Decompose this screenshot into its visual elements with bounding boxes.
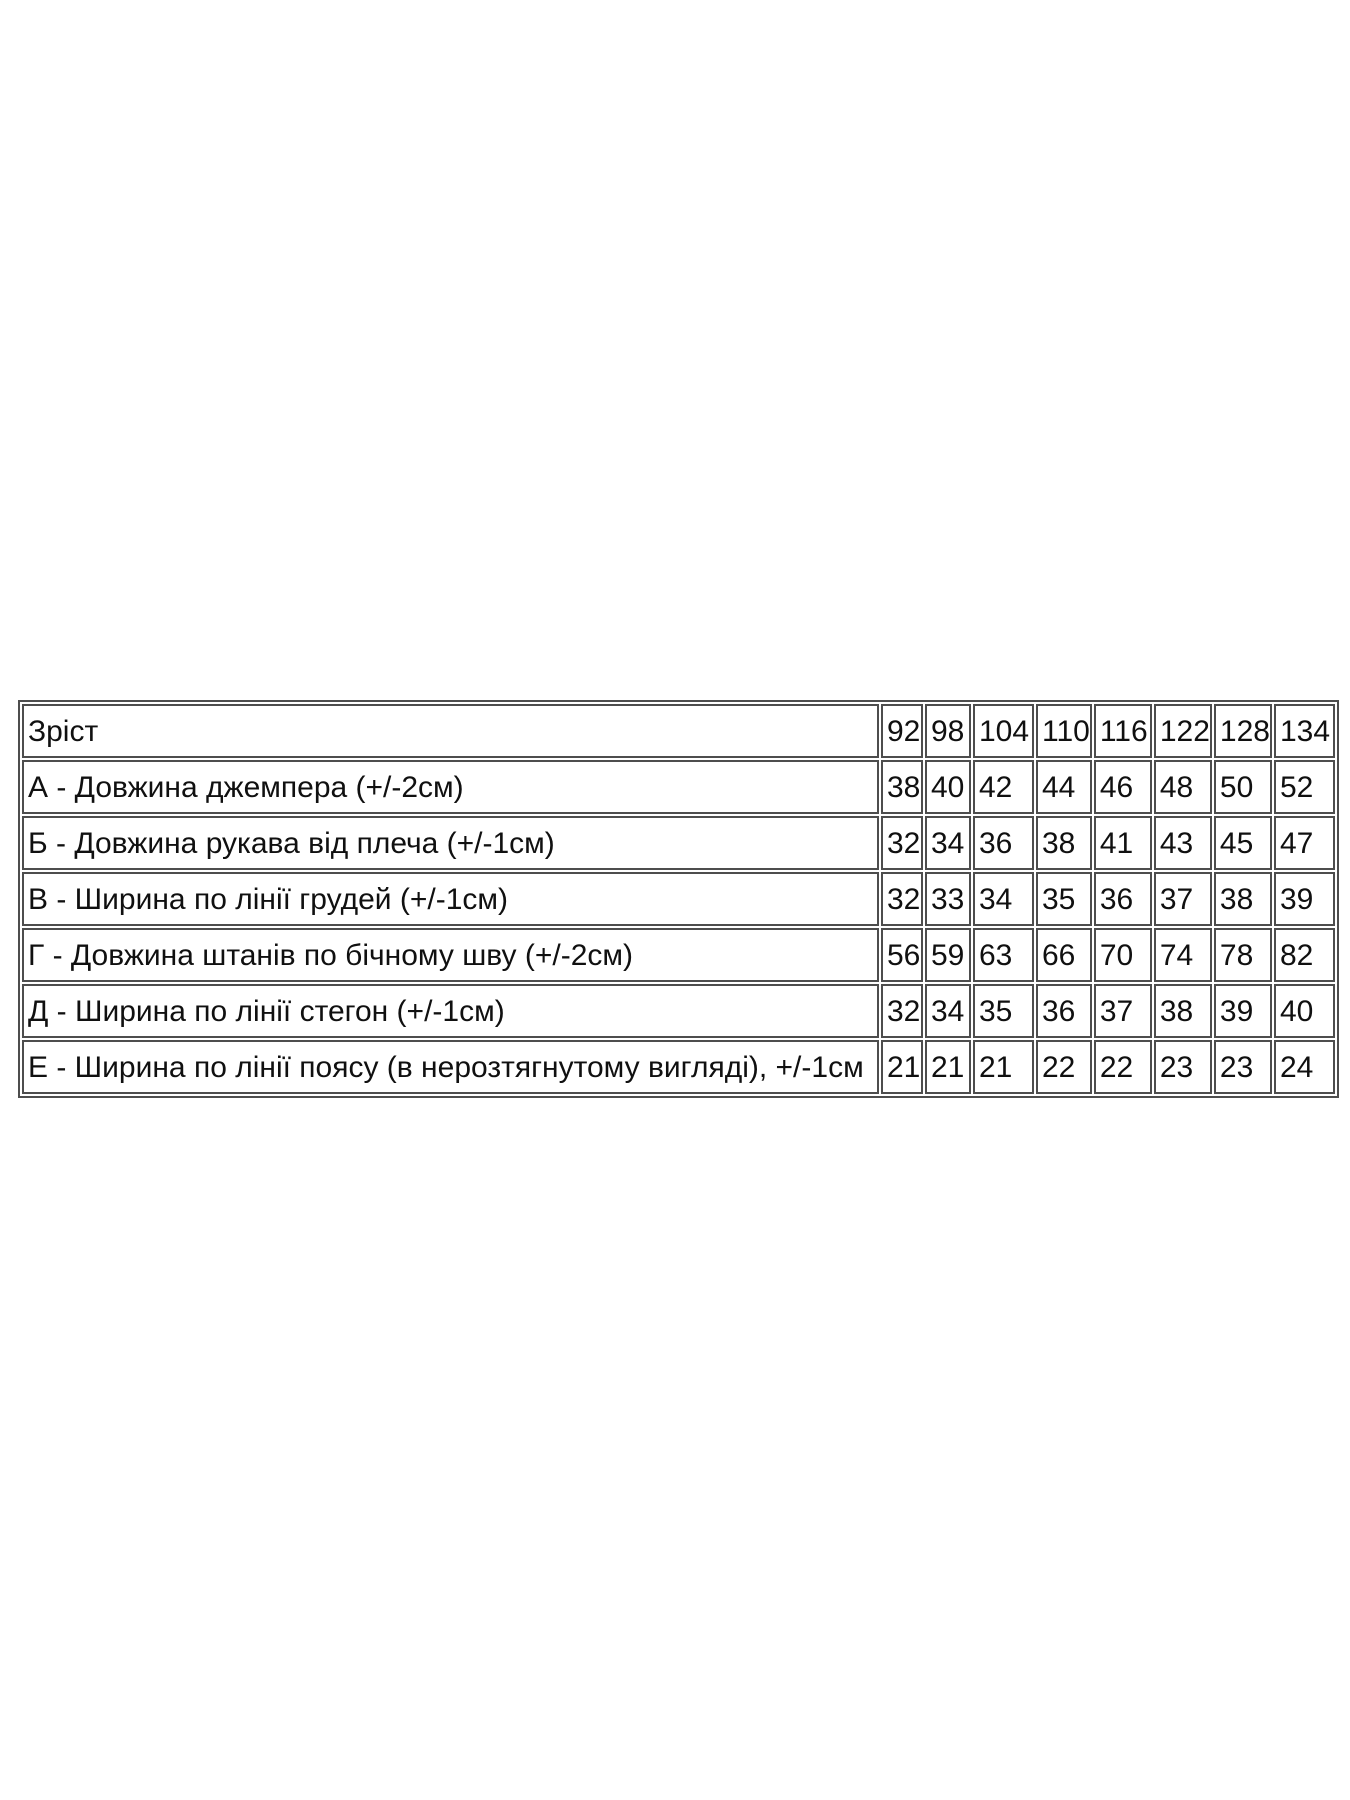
- size-chart-container: [18, 700, 1339, 1098]
- value-cell: 32: [881, 816, 923, 870]
- value-cell: 24: [1274, 1040, 1335, 1094]
- value-cell: 43: [1154, 816, 1212, 870]
- value-cell: 38: [1154, 984, 1212, 1038]
- value-cell: 56: [881, 928, 923, 982]
- value-cell: 21: [973, 1040, 1034, 1094]
- value-cell: 63: [973, 928, 1034, 982]
- value-cell: 37: [1094, 984, 1152, 1038]
- value-cell: 70: [1094, 928, 1152, 982]
- table-row: [22, 872, 1335, 926]
- value-cell: 23: [1154, 1040, 1212, 1094]
- row-label-cell: А - Довжина джемпера (+/-2см): [22, 760, 879, 814]
- size-chart-table-body: [22, 704, 1335, 1094]
- table-row: [22, 760, 1335, 814]
- value-cell: 35: [973, 984, 1034, 1038]
- value-cell: 82: [1274, 928, 1335, 982]
- value-cell: 41: [1094, 816, 1152, 870]
- header-size-cell: 104: [973, 704, 1034, 758]
- value-cell: 48: [1154, 760, 1212, 814]
- value-cell: 59: [925, 928, 971, 982]
- table-row: [22, 928, 1335, 982]
- value-cell: 40: [925, 760, 971, 814]
- value-cell: 44: [1036, 760, 1092, 814]
- row-label-cell: В - Ширина по лінії грудей (+/-1см): [22, 872, 879, 926]
- value-cell: 22: [1094, 1040, 1152, 1094]
- value-cell: 40: [1274, 984, 1335, 1038]
- size-chart-table: [18, 700, 1339, 1098]
- value-cell: 38: [1036, 816, 1092, 870]
- header-label-cell: Зріст: [22, 704, 879, 758]
- value-cell: 52: [1274, 760, 1335, 814]
- value-cell: 32: [881, 984, 923, 1038]
- value-cell: 74: [1154, 928, 1212, 982]
- value-cell: 37: [1154, 872, 1212, 926]
- row-label-cell: Д - Ширина по лінії стегон (+/-1см): [22, 984, 879, 1038]
- header-size-cell: 116: [1094, 704, 1152, 758]
- header-size-cell: 128: [1214, 704, 1272, 758]
- header-size-cell: 92: [881, 704, 923, 758]
- value-cell: 36: [1036, 984, 1092, 1038]
- value-cell: 34: [925, 984, 971, 1038]
- value-cell: 21: [881, 1040, 923, 1094]
- value-cell: 22: [1036, 1040, 1092, 1094]
- value-cell: 78: [1214, 928, 1272, 982]
- header-size-cell: 110: [1036, 704, 1092, 758]
- value-cell: 21: [925, 1040, 971, 1094]
- header-size-cell: 98: [925, 704, 971, 758]
- value-cell: 32: [881, 872, 923, 926]
- table-header-row: [22, 704, 1335, 758]
- value-cell: 50: [1214, 760, 1272, 814]
- value-cell: 39: [1214, 984, 1272, 1038]
- value-cell: 42: [973, 760, 1034, 814]
- row-label-cell: Б - Довжина рукава від плеча (+/-1см): [22, 816, 879, 870]
- value-cell: 34: [925, 816, 971, 870]
- value-cell: 36: [973, 816, 1034, 870]
- value-cell: 36: [1094, 872, 1152, 926]
- table-row: [22, 1040, 1335, 1094]
- value-cell: 39: [1274, 872, 1335, 926]
- value-cell: 46: [1094, 760, 1152, 814]
- row-label-cell: Г - Довжина штанів по бічному шву (+/-2см): [22, 928, 879, 982]
- value-cell: 47: [1274, 816, 1335, 870]
- table-row: [22, 816, 1335, 870]
- header-size-cell: 134: [1274, 704, 1335, 758]
- value-cell: 33: [925, 872, 971, 926]
- value-cell: 23: [1214, 1040, 1272, 1094]
- header-size-cell: 122: [1154, 704, 1212, 758]
- value-cell: 38: [881, 760, 923, 814]
- row-label-cell: Е - Ширина по лінії поясу (в нерозтягнутому вигляді), +/-1см: [22, 1040, 879, 1094]
- value-cell: 35: [1036, 872, 1092, 926]
- value-cell: 66: [1036, 928, 1092, 982]
- value-cell: 34: [973, 872, 1034, 926]
- value-cell: 38: [1214, 872, 1272, 926]
- value-cell: 45: [1214, 816, 1272, 870]
- table-row: [22, 984, 1335, 1038]
